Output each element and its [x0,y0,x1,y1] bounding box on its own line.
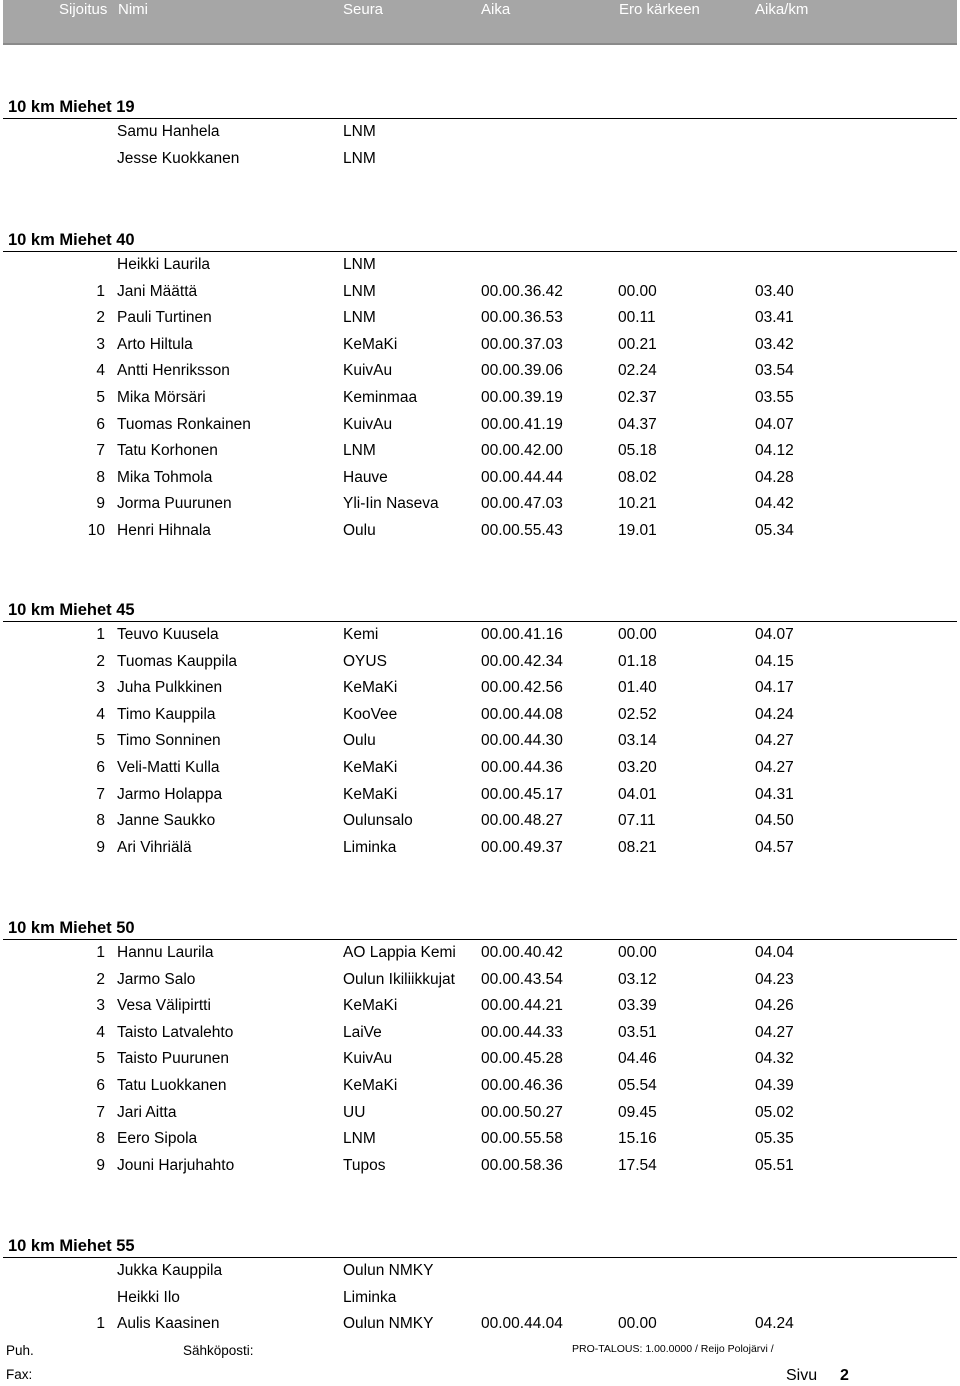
section-divider [3,1257,957,1258]
result-row [0,839,960,866]
athlete-name: Jouni Harjuhahto [117,1156,235,1174]
finish-time: 00.00.45.17 [481,785,563,803]
finish-time: 00.00.44.08 [481,705,563,723]
result-row [0,759,960,786]
pace-per-km: 04.28 [755,468,794,486]
result-row [0,442,960,469]
club: Oulu [343,522,376,539]
gap-to-leader: 05.54 [618,1077,657,1094]
rank: 9 [96,838,105,856]
pace-per-km: 05.34 [755,522,794,539]
finish-time: 00.00.36.53 [481,309,563,327]
gap-to-leader: 03.12 [618,970,657,988]
pace-per-km: 04.50 [755,812,794,830]
result-row [0,626,960,653]
pace-per-km: 04.07 [755,626,794,643]
pace-per-km: 04.04 [755,944,794,961]
rank: 9 [96,495,105,513]
pace-per-km: 04.15 [755,652,794,670]
result-row [0,706,960,733]
athlete-name: Tuomas Ronkainen [117,415,251,433]
club: KeMaKi [343,785,398,803]
pace-per-km: 04.39 [755,1077,794,1094]
section-divider [3,621,957,622]
result-row [0,812,960,839]
finish-time: 00.00.44.36 [481,759,563,776]
result-row [0,469,960,496]
result-row [0,123,960,150]
gap-to-leader: 08.21 [618,838,657,856]
club: LNM [343,1130,376,1148]
athlete-name: Henri Hihnala [117,522,211,539]
header-nimi: Nimi [118,1,148,18]
rank: 4 [96,705,105,723]
finish-time: 00.00.55.58 [481,1130,563,1148]
gap-to-leader: 03.39 [618,997,657,1015]
result-row [0,1050,960,1077]
athlete-name: Jukka Kauppila [117,1262,223,1279]
pace-per-km: 04.27 [755,1023,794,1041]
pace-per-km: 05.35 [755,1130,794,1148]
result-row [0,679,960,706]
club: KuivAu [343,415,393,433]
gap-to-leader: 04.46 [618,1050,657,1068]
finish-time: 00.00.40.42 [481,944,563,961]
result-row [0,971,960,998]
athlete-name: Vesa Välipirtti [117,997,211,1015]
finish-time: 00.00.42.00 [481,442,563,460]
rank: 2 [96,309,105,327]
athlete-name: Tuomas Kauppila [117,652,238,670]
gap-to-leader: 02.24 [618,362,657,380]
athlete-name: Heikki Ilo [117,1288,180,1306]
club: Oulunsalo [343,812,413,830]
athlete-name: Jani Määttä [117,282,198,300]
result-row [0,944,960,971]
pace-per-km: 03.42 [755,335,794,353]
finish-time: 00.00.37.03 [481,335,563,353]
pace-per-km: 04.23 [755,970,794,988]
rank: 4 [96,1023,105,1041]
rank: 4 [96,362,105,380]
section-title: 10 km Miehet 50 [8,919,135,937]
athlete-name: Jarmo Salo [117,970,196,988]
finish-time: 00.00.47.03 [481,495,563,513]
section-title: 10 km Miehet 45 [8,601,135,619]
rank: 1 [96,944,105,961]
gap-to-leader: 05.18 [618,442,657,460]
result-row [0,1024,960,1051]
finish-time: 00.00.58.36 [481,1156,563,1174]
rank: 1 [96,1315,105,1333]
athlete-name: Timo Sonninen [117,732,221,750]
athlete-name: Taisto Latvalehto [117,1023,234,1041]
result-row [0,1077,960,1104]
finish-time: 00.00.50.27 [481,1103,563,1121]
athlete-name: Veli-Matti Kulla [117,759,220,776]
footer-phone-label: Puh. [6,1343,34,1358]
footer-page-label: Sivu [786,1367,818,1384]
finish-time: 00.00.41.19 [481,415,563,433]
rank: 7 [96,1103,105,1121]
club: OYUS [343,652,387,670]
result-row [0,732,960,759]
result-row [0,1289,960,1316]
gap-to-leader: 01.18 [618,652,657,670]
athlete-name: Jorma Puurunen [117,495,232,513]
pace-per-km: 04.27 [755,732,794,750]
gap-to-leader: 00.21 [618,335,657,353]
rank: 6 [96,759,105,776]
rank: 8 [96,468,105,486]
gap-to-leader: 02.37 [618,389,657,406]
header-sijoitus: Sijoitus [59,1,108,18]
finish-time: 00.00.42.56 [481,679,563,697]
athlete-name: Aulis Kaasinen [117,1315,220,1333]
result-row [0,256,960,283]
pace-per-km: 04.24 [755,1315,794,1333]
pace-per-km: 04.42 [755,495,794,513]
finish-time: 00.00.39.19 [481,389,563,406]
footer-page-number: 2 [840,1367,849,1384]
section-divider [3,118,957,119]
athlete-name: Heikki Laurila [117,256,211,273]
club: Keminmaa [343,389,418,406]
athlete-name: Taisto Puurunen [117,1050,230,1068]
result-row [0,1315,960,1342]
gap-to-leader: 15.16 [618,1130,657,1148]
rank: 7 [96,442,105,460]
finish-time: 00.00.49.37 [481,838,563,856]
pace-per-km: 03.40 [755,282,794,300]
result-row [0,283,960,310]
rank: 10 [87,522,105,539]
gap-to-leader: 00.00 [618,282,657,300]
finish-time: 00.00.42.34 [481,652,563,670]
rank: 8 [96,812,105,830]
pace-per-km: 04.32 [755,1050,794,1068]
athlete-name: Jari Aitta [117,1103,177,1121]
rank: 2 [96,652,105,670]
club: KeMaKi [343,335,398,353]
pace-per-km: 04.31 [755,785,794,803]
gap-to-leader: 19.01 [618,522,657,539]
result-row [0,362,960,389]
pace-per-km: 04.26 [755,997,794,1015]
club: Liminka [343,838,397,856]
pace-per-km: 05.51 [755,1156,794,1174]
gap-to-leader: 17.54 [618,1156,657,1174]
gap-to-leader: 01.40 [618,679,657,697]
result-row [0,150,960,177]
rank: 5 [96,732,105,750]
pace-per-km: 04.57 [755,838,794,856]
club: LNM [343,256,376,273]
result-row [0,389,960,416]
athlete-name: Arto Hiltula [117,335,193,353]
rank: 1 [96,626,105,643]
club: KeMaKi [343,759,398,776]
gap-to-leader: 00.11 [618,309,656,327]
gap-to-leader: 00.00 [618,1315,657,1333]
section-title: 10 km Miehet 19 [8,98,135,116]
athlete-name: Mika Tohmola [117,468,213,486]
gap-to-leader: 00.00 [618,944,657,961]
finish-time: 00.00.44.04 [481,1315,563,1333]
athlete-name: Ari Vihriälä [117,838,192,856]
athlete-name: Jesse Kuokkanen [117,149,240,167]
footer-fax-label: Fax: [6,1367,33,1382]
club: KeMaKi [343,1077,398,1094]
athlete-name: Mika Mörsäri [117,389,206,406]
finish-time: 00.00.48.27 [481,812,563,830]
pace-per-km: 04.27 [755,759,794,776]
athlete-name: Juha Pulkkinen [117,679,223,697]
club: LaiVe [343,1023,382,1041]
result-row [0,416,960,443]
rank: 6 [96,1077,105,1094]
page-footer [0,1340,960,1386]
club: UU [343,1103,366,1121]
athlete-name: Jarmo Holappa [117,785,223,803]
header-ero-karkeen: Ero kärkeen [619,1,700,18]
gap-to-leader: 09.45 [618,1103,657,1121]
club: KuivAu [343,362,393,380]
finish-time: 00.00.44.30 [481,732,563,750]
finish-time: 00.00.44.21 [481,997,563,1015]
club: Hauve [343,468,388,486]
result-row [0,1104,960,1131]
finish-time: 00.00.46.36 [481,1077,563,1094]
finish-time: 00.00.41.16 [481,626,563,643]
finish-time: 00.00.39.06 [481,362,563,380]
result-row [0,495,960,522]
gap-to-leader: 07.11 [618,812,656,830]
pace-per-km: 03.54 [755,362,794,380]
section-title: 10 km Miehet 55 [8,1237,135,1255]
pace-per-km: 04.07 [755,415,794,433]
athlete-name: Samu Hanhela [117,123,220,140]
result-row [0,522,960,549]
rank: 5 [96,1050,105,1068]
gap-to-leader: 04.01 [618,785,657,803]
gap-to-leader: 04.37 [618,415,657,433]
club: LNM [343,123,376,140]
club: KuivAu [343,1050,393,1068]
club: Yli-Iin Naseva [343,495,439,513]
club: KeMaKi [343,679,398,697]
header-aika: Aika [481,1,511,18]
rank: 8 [96,1130,105,1148]
footer-email-label: Sähköposti: [183,1343,254,1358]
footer-program-credit: PRO-TALOUS: 1.00.0000 / Reijo Polojärvi / [572,1343,774,1355]
club: LNM [343,309,376,327]
result-row [0,309,960,336]
athlete-name: Janne Saukko [117,812,216,830]
rank: 2 [96,970,105,988]
athlete-name: Hannu Laurila [117,944,214,961]
result-row [0,1130,960,1157]
rank: 3 [96,679,105,697]
rank: 6 [96,415,105,433]
section-title: 10 km Miehet 40 [8,231,135,249]
result-row [0,653,960,680]
athlete-name: Teuvo Kuusela [117,626,219,643]
rank: 7 [96,785,105,803]
club: Oulun Ikiliikkujat [343,970,455,988]
result-row [0,786,960,813]
rank: 5 [96,389,105,406]
section-divider [3,251,957,252]
athlete-name: Tatu Korhonen [117,442,218,460]
finish-time: 00.00.44.33 [481,1023,563,1041]
gap-to-leader: 03.20 [618,759,657,776]
pace-per-km: 04.24 [755,705,794,723]
club: AO Lappia Kemi [343,944,456,961]
column-header-bar [3,0,957,45]
finish-time: 00.00.43.54 [481,970,563,988]
finish-time: 00.00.45.28 [481,1050,563,1068]
club: KooVee [343,705,398,723]
gap-to-leader: 10.21 [618,495,657,513]
header-seura: Seura [343,1,384,18]
athlete-name: Eero Sipola [117,1130,198,1148]
finish-time: 00.00.55.43 [481,522,563,539]
pace-per-km: 05.02 [755,1103,794,1121]
header-aika-km: Aika/km [755,1,809,18]
athlete-name: Pauli Turtinen [117,309,212,327]
result-row [0,997,960,1024]
pace-per-km: 04.12 [755,442,794,460]
rank: 9 [96,1156,105,1174]
club: KeMaKi [343,997,398,1015]
club: Oulu [343,732,376,750]
result-row [0,1157,960,1184]
rank: 3 [96,997,105,1015]
section-divider [3,939,957,940]
pace-per-km: 03.41 [755,309,794,327]
gap-to-leader: 03.51 [618,1023,657,1041]
rank: 1 [96,282,105,300]
gap-to-leader: 02.52 [618,705,657,723]
club: Oulun NMKY [343,1315,434,1333]
pace-per-km: 03.55 [755,389,794,406]
pace-per-km: 04.17 [755,679,794,697]
athlete-name: Tatu Luokkanen [117,1077,227,1094]
club: LNM [343,149,376,167]
athlete-name: Antti Henriksson [117,362,230,380]
gap-to-leader: 08.02 [618,468,657,486]
club: Oulun NMKY [343,1262,434,1279]
gap-to-leader: 00.00 [618,626,657,643]
finish-time: 00.00.44.44 [481,468,563,486]
club: Liminka [343,1288,397,1306]
result-row [0,1262,960,1289]
result-row [0,336,960,363]
athlete-name: Timo Kauppila [117,705,216,723]
club: LNM [343,442,376,460]
finish-time: 00.00.36.42 [481,282,563,300]
club: Tupos [343,1156,386,1174]
club: LNM [343,282,376,300]
rank: 3 [96,335,105,353]
club: Kemi [343,626,379,643]
gap-to-leader: 03.14 [618,732,657,750]
